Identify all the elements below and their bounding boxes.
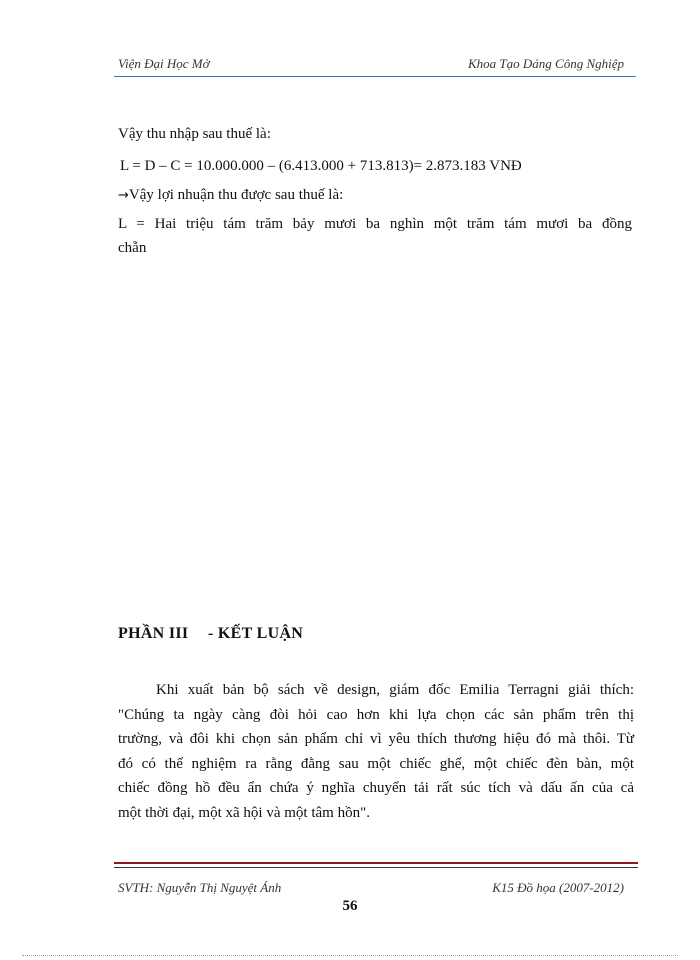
profit-formula: L = D – C = 10.000.000 – (6.413.000 + 713.813)= 2.873.183 VNĐ xyxy=(120,158,522,174)
footer-divider-thin xyxy=(114,867,638,868)
section-title: - KẾT LUẬN xyxy=(208,625,304,642)
after-tax-profit-label xyxy=(118,185,632,206)
section-number: PHẦN III xyxy=(118,625,189,642)
after-tax-profit-text: Vậy lợi nhuận thu được sau thuế là: xyxy=(128,187,344,203)
page-bottom-rule xyxy=(22,955,678,956)
footer-divider-thick xyxy=(114,862,638,864)
header-faculty: Khoa Tạo Dáng Công Nghiệp xyxy=(467,56,624,71)
after-tax-income-label: Vậy thu nhập sau thuế là: xyxy=(118,126,271,142)
conclusion-line: trường, và đôi khi chọn sản phẩm chỉ vì yêu thích thương hiệu đó mà thôi. Từ xyxy=(118,731,634,747)
conclusion-paragraph xyxy=(118,678,634,825)
right-arrow-icon: → xyxy=(118,188,129,203)
footer-course: K15 Đồ họa (2007-2012) xyxy=(492,880,624,895)
header-institution: Viện Đại Học Mở xyxy=(118,56,210,71)
section-heading xyxy=(118,625,303,643)
conclusion-line: chiếc đồng hồ đều ẩn chứa ý nghĩa chuyển tải rất súc tích và dấu ấn của cả xyxy=(118,780,634,796)
conclusion-line: một thời đại, một xã hội và một tâm hồn". xyxy=(118,804,370,821)
profit-in-words-continued: chẵn xyxy=(118,240,147,256)
conclusion-line: "Chúng ta ngày càng đòi hỏi cao hơn khi lựa chọn các sản phẩm trên thị xyxy=(118,706,634,723)
page-number: 56 xyxy=(342,898,358,914)
profit-in-words: L = Hai triệu tám trăm bảy mươi ba nghìn một trăm tám mươi ba đồng xyxy=(118,216,632,232)
conclusion-line: Khi xuất bản bộ sách về design, giám đốc Emilia Terragni giải thích: xyxy=(156,682,634,698)
conclusion-line: đó có thể nghiệm ra rằng đằng sau một chiếc ghế, một chiếc đèn bàn, một xyxy=(118,755,634,772)
footer-student: SVTH: Nguyễn Thị Nguyệt Ánh xyxy=(118,880,282,895)
header-divider xyxy=(114,76,636,77)
